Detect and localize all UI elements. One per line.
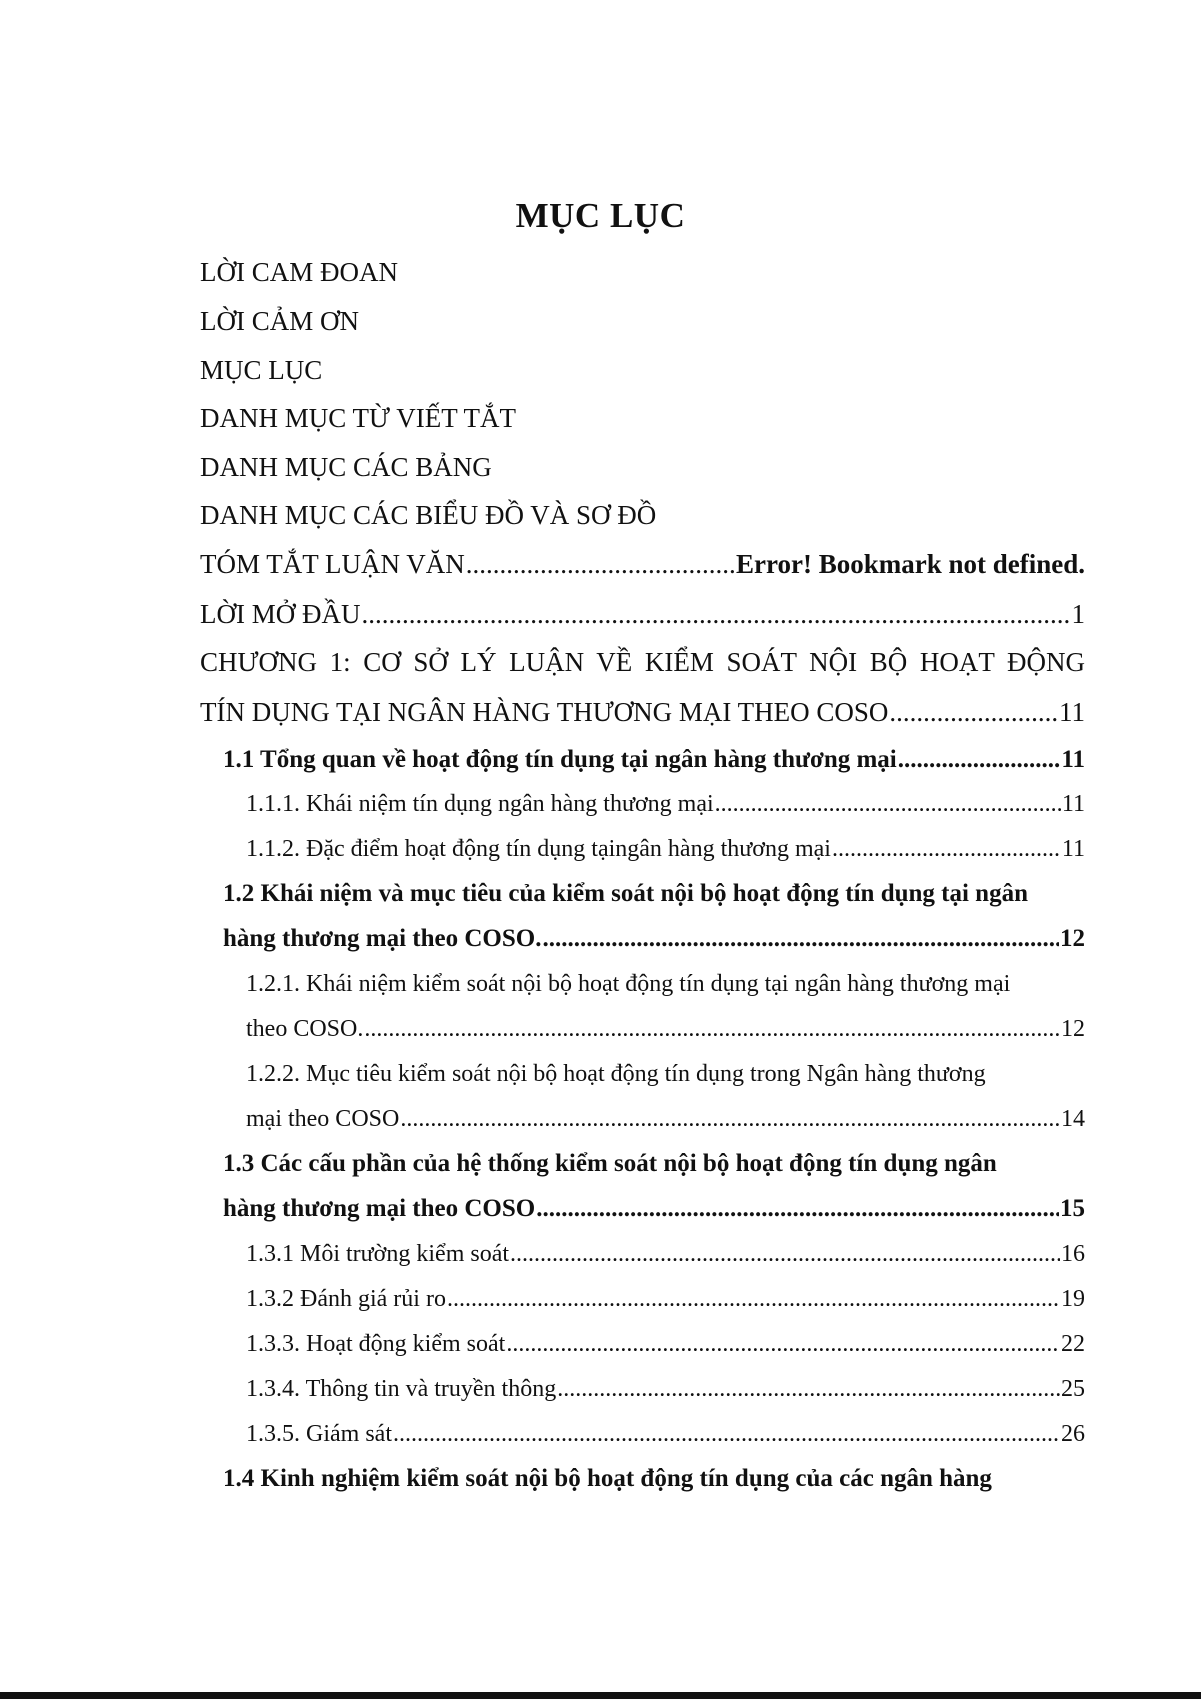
toc-entry-text: TÓM TẮT LUẬN VĂN (200, 549, 465, 579)
toc-section-1-1 (223, 742, 1085, 778)
toc-error-text: Error! Bookmark not defined. (736, 549, 1085, 579)
toc-entry-text: hàng thương mại theo COSO (223, 1195, 536, 1222)
toc-section-1-3-4 (246, 1371, 1085, 1407)
toc-entry-text: 1.3.4. Thông tin và truyền thông (246, 1376, 557, 1402)
toc-page-number: 12 (1060, 925, 1085, 952)
toc-page-number: 25 (1061, 1376, 1085, 1402)
toc-entry: LỜI CAM ĐOAN (200, 257, 398, 287)
toc-page-number: 16 (1061, 1241, 1085, 1267)
toc-entry: DANH MỤC CÁC BIỂU ĐỒ VÀ SƠ ĐỒ (200, 500, 657, 530)
toc-section-1-3 (223, 1191, 1085, 1227)
toc-page-number: 22 (1061, 1331, 1085, 1357)
toc-page-number: 14 (1061, 1106, 1085, 1132)
toc-section-1-3-line1: 1.3 Các cấu phần của hệ thống kiểm soát nội bộ hoạt động tín dụng ngân (223, 1150, 997, 1177)
toc-entry: DANH MỤC CÁC BẢNG (200, 452, 492, 482)
toc-section-1-2-2 (246, 1101, 1085, 1137)
toc-page-number: 11 (1061, 836, 1085, 862)
toc-page-number: 11 (1061, 746, 1085, 773)
toc-section-1-2-line1: 1.2 Khái niệm và mục tiêu của kiểm soát nội bộ hoạt động tín dụng tại ngân (223, 880, 1028, 907)
toc-section-1-2 (223, 921, 1085, 957)
toc-page-number: 1 (1071, 599, 1085, 629)
toc-entry: MỤC LỤC (200, 355, 323, 385)
toc-section-1-2-1-line1: 1.2.1. Khái niệm kiểm soát nội bộ hoạt động tín dụng tại ngân hàng thương mại (246, 971, 1011, 997)
toc-entry-text: 1.1 Tổng quan về hoạt động tín dụng tại ngân hàng thương mại (223, 746, 897, 773)
toc-entry-text: 1.1.1. Khái niệm tín dụng ngân hàng thương mại (246, 791, 714, 817)
toc-page-number: 15 (1060, 1195, 1085, 1222)
toc-entry-intro (200, 596, 1085, 632)
toc-entry-text: 1.3.1 Môi trường kiểm soát (246, 1241, 510, 1267)
toc-section-1-3-2 (246, 1281, 1085, 1317)
toc-chapter-1 (200, 694, 1085, 730)
toc-page-number: 19 (1061, 1286, 1085, 1312)
toc-section-1-3-3 (246, 1326, 1085, 1362)
toc-entry-text: 1.3.5. Giám sát (246, 1421, 392, 1447)
toc-entry: DANH MỤC TỪ VIẾT TẮT (200, 403, 516, 433)
toc-entry-summary (200, 546, 1085, 582)
toc-section-1-1-2 (246, 831, 1085, 867)
toc-section-1-1-1 (246, 786, 1085, 822)
toc-entry: LỜI CẢM ƠN (200, 306, 359, 336)
toc-entry-text: LỜI MỞ ĐẦU (200, 599, 361, 629)
toc-chapter-1-line1: CHƯƠNG 1: CƠ SỞ LÝ LUẬN VỀ KIỂM SOÁT NỘI BỘ HOẠT ĐỘNG (200, 647, 1085, 677)
toc-page-number: 26 (1061, 1421, 1085, 1447)
toc-page-number: 11 (1059, 697, 1085, 727)
toc-page-number: 11 (1061, 791, 1085, 817)
bottom-edge-bar (0, 1692, 1201, 1699)
toc-entry-text: hàng thương mại theo COSO. (223, 925, 542, 952)
toc-title: MỤC LỤC (515, 196, 686, 235)
toc-section-1-2-2-line1: 1.2.2. Mục tiêu kiểm soát nội bộ hoạt động tín dụng trong Ngân hàng thương (246, 1061, 986, 1087)
toc-entry-text: mại theo COSO (246, 1106, 400, 1132)
toc-entry-text: 1.1.2. Đặc điểm hoạt động tín dụng tạingân hàng thương mại (246, 836, 831, 862)
toc-section-1-2-1 (246, 1011, 1085, 1047)
toc-entry-text: 1.3.3. Hoạt động kiểm soát (246, 1331, 506, 1357)
toc-section-1-3-5 (246, 1416, 1085, 1452)
toc-entry-text: TÍN DỤNG TẠI NGÂN HÀNG THƯƠNG MẠI THEO COSO (200, 697, 889, 727)
toc-entry-text: theo COSO. (246, 1016, 364, 1042)
toc-section-1-4-line1: 1.4 Kinh nghiệm kiểm soát nội bộ hoạt động tín dụng của các ngân hàng (223, 1465, 992, 1492)
toc-section-1-3-1 (246, 1236, 1085, 1272)
toc-entry-text: 1.3.2 Đánh giá rủi ro (246, 1286, 446, 1312)
toc-page-number: 12 (1061, 1016, 1085, 1042)
